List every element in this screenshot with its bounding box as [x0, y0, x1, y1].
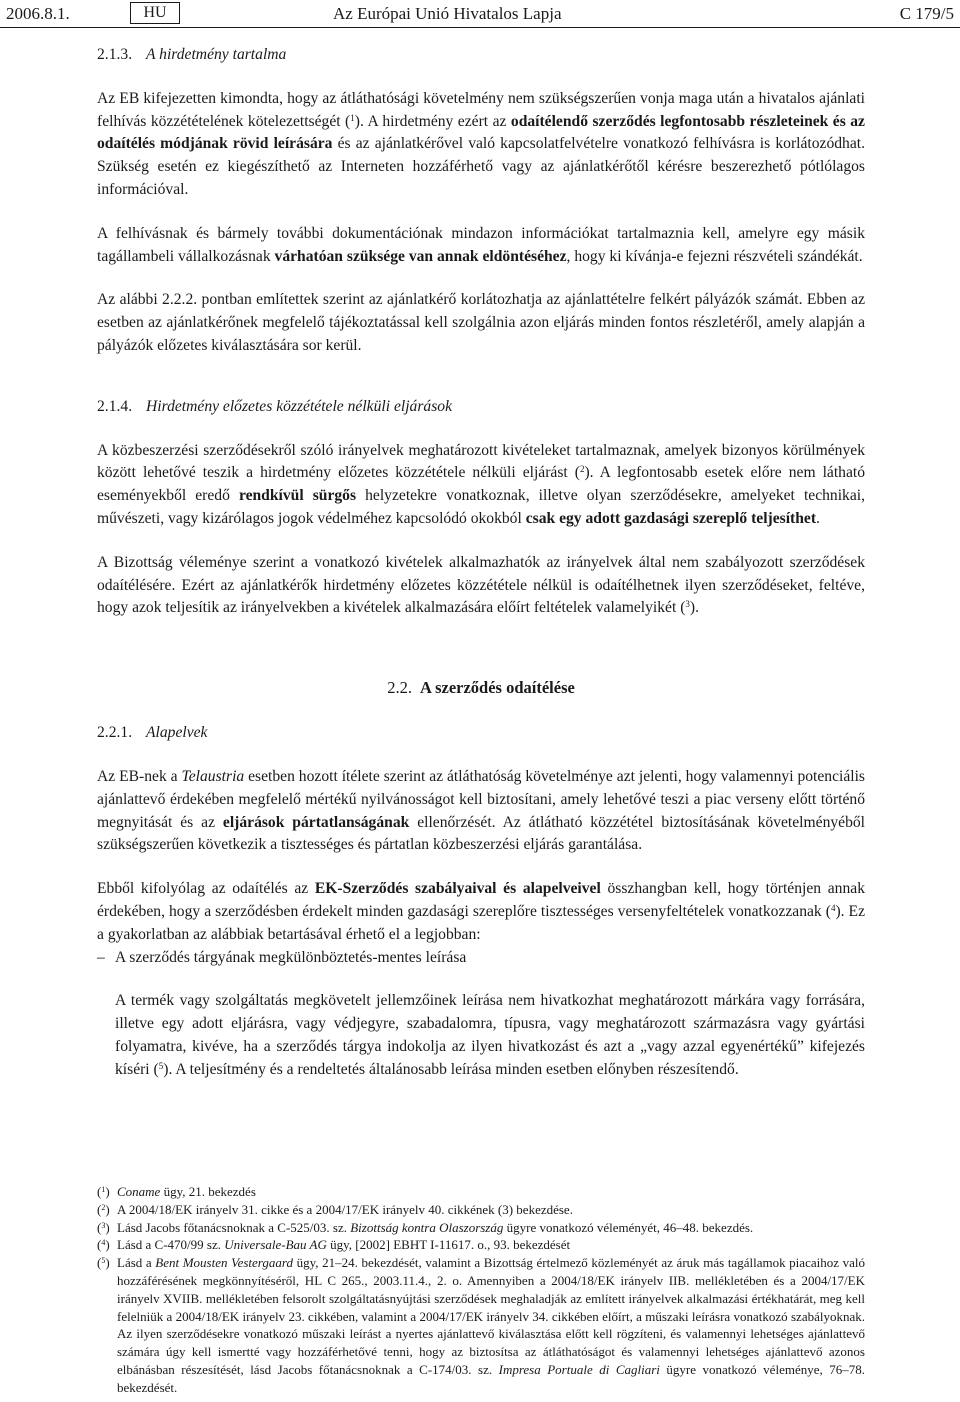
- header-date: 2006.8.1.: [6, 4, 70, 23]
- footnote-ref[interactable]: 3: [685, 599, 690, 610]
- page-header: [0, 0, 960, 28]
- footnote-ref[interactable]: 1: [350, 112, 355, 123]
- header-rule: [0, 27, 960, 28]
- footnote-number: ($^5$): [97, 1255, 110, 1271]
- header-journal-title: Az Európai Unió Hivatalos Lapja: [333, 4, 562, 23]
- text-run: Az EB kifejezetten kimondta, hogy az átláthatósági követelmény nem szükségszerűen vonja maga után a hivatalos ajánlati felhívás közzétételének kötelezettségét (: [97, 89, 865, 130]
- text-run: Ebből kifolyólag az odaítélés az: [97, 880, 315, 898]
- paragraph-2-1-4-1: [97, 440, 865, 531]
- footnote-number: ($^4$): [97, 1237, 110, 1253]
- paragraph-2-2-1-2: [97, 878, 865, 946]
- text-run: és az ajánlatkérővel való kapcsolatfelvételre vonatkozó felhívásra is korlátozódhat. Szükség esetén ez kiegészíthető az Interneten hozzáférhető vagy az ajánlatkérőtől kérésre beszerezhető pótlólagos információval.: [97, 135, 865, 198]
- bold-run: EK-Szerződés szabályaival és alapelveivel: [314, 880, 601, 898]
- text-run: Az EB-nek a: [97, 767, 182, 785]
- footnote-number: ($^1$): [97, 1184, 110, 1199]
- footnote-5: ($^5$) Lásd a Bent Mousten Vestergaard ügy, 21–24. bekezdését, valamint a Bizottság értelmező közleményét az áruk más tagállamok piacaihoz való hozzáférésének megkönnyítéséről, HL C 265., 2003.11.4., 2. o. Amennyiben a 2004/18/EK irányelv IIB. mellékletében és a 2004/17/EK irányelv XVIIB. mellékletében felsorolt szolgáltatásnyújtási szerződések meghaladják az említett irányelvek alkalmazási értékhatárát, meg kell felelniük a 2004/18/EK irányelv 23. cikkében, valamint a 2004/17/EK irányelv 34. cikkében előírt, a műszaki leírásra vonatkozó szabályoknak. Az ilyen szerződésekre vonatkozó műszaki leírást a nyertes ajánlattevő kiválasztása előtt kell rögzíteni, és valamennyi lehetséges ajánlattevő számára úgy kell ismertté vagy hozzáférhetővé tenni, hogy az biztosítsa az átláthatóságot és valamennyi lehetséges ajánlattevő azonos elbánásban részesítését, lásd Jacobs főtanácsnoknak a C-174/03. sz. Impresa Portuale di Cagliari ügyre vonatkozó véleménye, 76–78. bekezdését.: [97, 1255, 865, 1395]
- section-heading-2-1-4: [97, 396, 865, 419]
- header-language-box: HU: [130, 2, 180, 24]
- section-title: A hirdetmény tartalma: [146, 46, 287, 63]
- paragraph-2-2-1-1: [97, 766, 865, 857]
- bold-run: odaítélendő szerződés legfontosabb részleteinek és az odaítélés módjának rövid leírására: [97, 112, 865, 153]
- footnote-4: ($^4$) Lásd a C-470/99 sz. Universale-Bau AG ügy, [2002] EBHT I-11617. o., 93. bekezdését: [97, 1237, 571, 1253]
- footnote-1: ($^1$) Coname ügy, 21. bekezdés: [97, 1184, 256, 1199]
- paragraph-2-2-1-3: [97, 990, 865, 1081]
- section-number: 2.2.1.: [97, 724, 133, 742]
- text-run: ). A hirdetmény ezért az: [354, 112, 511, 130]
- bold-run: eljárások pártatlanságának: [222, 813, 410, 831]
- section-title: Alapelvek: [146, 724, 208, 742]
- footnote-2: ($^2$) A 2004/18/EK irányelv 31. cikke és a 2004/17/EK irányelv 40. cikkének (3) bekezdése.: [97, 1201, 573, 1217]
- text-run: ellenőrzését. Az átlátható közzététel biztosításának követelményéből szükségszerűen következik a tisztességes és pártatlan közbeszerzési eljárás garantálása.: [97, 813, 866, 854]
- paragraph-2-1-4-2: [97, 552, 865, 620]
- text-run: , hogy ki kívánja-e fejezni részvételi szándékát.: [566, 247, 863, 265]
- bold-run: rendkívül sürgős: [238, 487, 357, 505]
- footnote-ref[interactable]: 5: [158, 1060, 164, 1071]
- section-heading-2-2-1: [97, 722, 865, 745]
- footnote-number: ($^2$): [97, 1201, 110, 1217]
- dash-bullet: –: [97, 948, 105, 966]
- section-heading-2-1-3: [97, 44, 865, 67]
- footnote-ref[interactable]: 4: [830, 902, 836, 913]
- text-run: A közbeszerzési szerződésekről szóló irányelvek meghatározott kivételeket tartalmaznak, amelyek bizonyos körülmények között lehetővé teszik a hirdetmény előzetes közzététele nélküli eljárást (: [97, 441, 865, 482]
- footnote-number: ($^3$): [97, 1219, 110, 1235]
- chapter-title: A szerződés odaítélése: [419, 678, 575, 698]
- bold-run: várhatóan szüksége van annak eldöntéséhez: [274, 247, 567, 265]
- footnote-ref[interactable]: 2: [579, 464, 585, 475]
- text-run: ). A legfontosabb esetek előre nem látható eseményekből eredő: [97, 464, 865, 505]
- text-run: A felhívásnak és bármely további dokumentációnak mindazon információkat tartalmaznia kell, amelyre egy másik tagállambeli vállalkozásnak: [97, 224, 865, 265]
- footnote-3: ($^3$) Lásd Jacobs főtanácsnoknak a C-525/03. sz. Bizottság kontra Olaszország ügyre vonatkozó véleményét, 46–48. bekezdés.: [97, 1219, 754, 1235]
- main-content: [97, 44, 865, 1082]
- section-number: 2.1.4.: [97, 397, 133, 415]
- text-run: ). A teljesítmény és a rendeltetés általánosabb leírása minden esetben előnyben részesítendő.: [163, 1060, 739, 1078]
- text-run: A Bizottság véleménye szerint a vonatkozó kivételek alkalmazhatók az irányelvek által nem szabályozott szerződések odaítélésére. Ezért az ajánlatkérők hirdetmény előzetes közzététele nélkül is odaítélhetnek ilyen szerződéseket, feltéve, hogy azok teljesítik az irányelvekben a kivételek alkalmazására előírt feltételek valamelyikét (: [97, 553, 865, 617]
- text-run: A termék vagy szolgáltatás megkövetelt jellemzőinek leírása nem hivatkozhat meghatározott márkára vagy forrására, illetve egy adott eljárásra, vagy védjegyre, szabadalomra, típusra, vagy meghatározott származásra vagy gyártási folyamatra, kivéve, ha a szerződés tárgya indokolja az ilyen hivatkozást és azt a „vagy azzal egyenértékű” kifejezés kíséri (: [115, 992, 865, 1078]
- text-run: összhangban kell, hogy történjen annak érdekében, hogy a szerződésben érdekelt minden gazdasági szereplőre tisztességes versenyfeltételek vonatkozzanak (: [97, 880, 865, 920]
- text-run: esetben hozott ítélete szerint az átláthatóság követelménye azt jelenti, hogy valamennyi potenciális ajánlattevő érdekében megfelelő mértékű nyilvánosságot kell biztosítani, amely lehetővé teszi a piac verseny előtt történő megnyitását és az: [97, 767, 865, 831]
- text-run: .: [816, 509, 820, 527]
- text-run: ). Ez a gyakorlatban az alábbiak betartásával érhető el a legjobban:: [97, 902, 865, 943]
- section-title: Hirdetmény előzetes közzététele nélküli eljárások: [146, 397, 452, 415]
- footnotes: [97, 1183, 865, 1397]
- text-run: helyzetekre vonatkoznak, illetve olyan szerződésekre, amelyeket technikai, művészeti, vagy kizárólagos jogok védelméhez kapcsolódó okokból: [97, 487, 865, 527]
- header-page-reference: C 179/5: [899, 4, 954, 23]
- paragraph-2-1-3-3: Az alábbi 2.2.2. pontban említettek szerint az ajánlatkérő korlátozhatja az ajánlattételre felkért pályázók számát. Ebben az esetben az ajánlatkérőnek megfelelő tájékoztatással kell szolgálnia azon eljárás minden fontos részletéről, amely alapján a pályázók előzetes kiválasztására sor kerül.: [97, 291, 865, 354]
- italic-run: Telaustria: [181, 767, 245, 785]
- bold-run: csak egy adott gazdasági szereplő teljesíthet: [525, 509, 817, 527]
- dash-item-label: A szerződés tárgyának megkülönböztetés-mentes leírása: [115, 948, 467, 966]
- paragraph-2-1-3-2: [97, 223, 865, 269]
- text-run: ).: [689, 599, 699, 617]
- paragraph-2-1-3-1: [97, 88, 865, 202]
- chapter-number: 2.2.: [387, 678, 412, 698]
- dash-list-item: [97, 947, 865, 970]
- chapter-heading-2-2: [97, 676, 865, 700]
- section-number: 2.1.3.: [97, 46, 133, 63]
